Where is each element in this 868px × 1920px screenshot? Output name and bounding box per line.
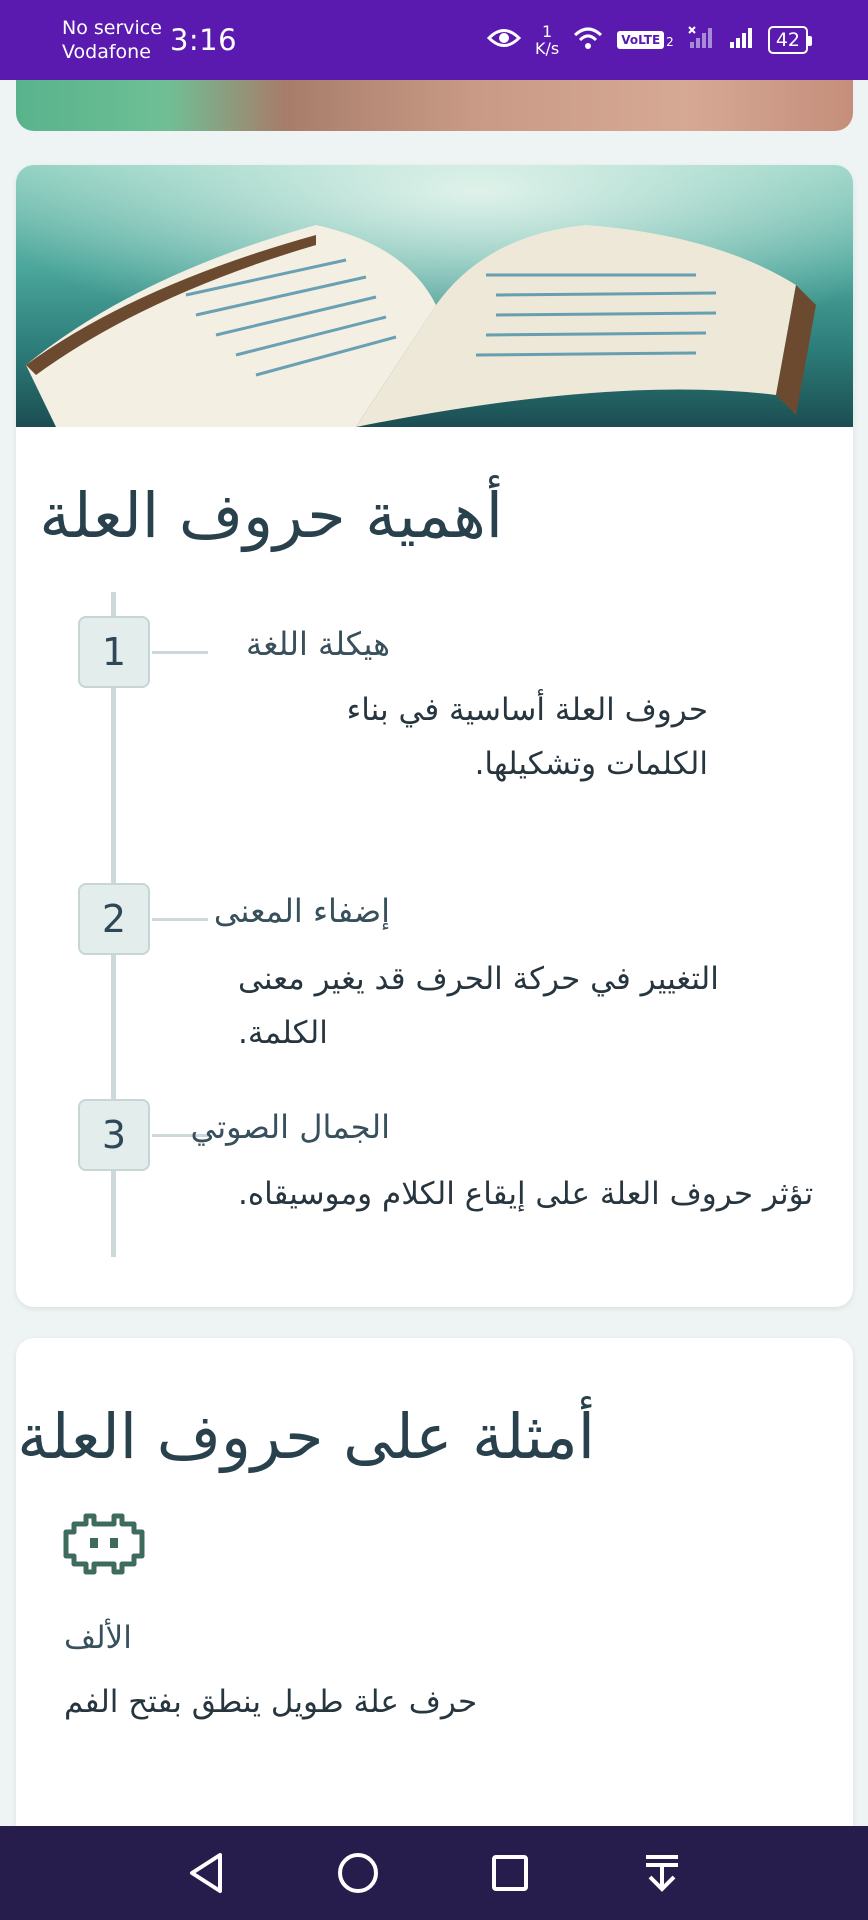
- carrier-info: [62, 16, 237, 64]
- home-icon[interactable]: [331, 1846, 385, 1900]
- step-number-1: 1: [78, 616, 150, 688]
- net-speed-unit: K/s: [535, 39, 560, 58]
- notifications-pull-icon[interactable]: [635, 1846, 689, 1900]
- examples-title: أمثلة على حروف العلة: [17, 1400, 595, 1473]
- net-speed-value: 1: [542, 22, 553, 41]
- navigation-bar: [0, 1826, 868, 1920]
- net-speed: [535, 23, 559, 57]
- status-icons: [487, 23, 808, 57]
- signal-sim1-icon: [728, 26, 754, 54]
- signal-sim2-icon: [688, 26, 714, 54]
- step-description-3: تؤثر حروف العلة على إيقاع الكلام وموسيقاه.: [238, 1176, 814, 1212]
- volte-sim: 2: [666, 35, 674, 49]
- step-connector-2: [152, 918, 208, 921]
- game-sprite-icon: [62, 1510, 146, 1578]
- carrier-lines: [62, 16, 162, 64]
- recents-icon[interactable]: [483, 1846, 537, 1900]
- open-book-image: [16, 165, 853, 427]
- eye-icon: [487, 27, 521, 53]
- importance-title: أهمية حروف العلة: [39, 479, 503, 552]
- step-description-1: حروف العلة أساسية في بناء الكلمات وتشكيلها.: [346, 692, 708, 782]
- battery-icon: 42: [768, 26, 808, 54]
- step-title-3: الجمال الصوتي: [190, 1108, 390, 1146]
- carrier-line-1: No service: [62, 17, 162, 39]
- carrier-line-2: Vodafone: [62, 41, 151, 63]
- example-item-description: حرف علة طويل ينطق بفتح الفم: [64, 1684, 478, 1720]
- back-icon[interactable]: [179, 1846, 233, 1900]
- importance-card: [16, 165, 853, 1307]
- status-bar: [0, 0, 868, 80]
- step-number-3: 3: [78, 1099, 150, 1171]
- example-item-title: الألف: [64, 1620, 132, 1656]
- step-title-2: إضفاء المعنى: [213, 892, 390, 930]
- step-description-2: التغيير في حركة الحرف قد يغير معنى الكلمة.: [238, 961, 719, 1051]
- volte-indicator: [617, 31, 674, 49]
- clock: 3:16: [169, 23, 238, 57]
- wifi-icon: [573, 26, 603, 54]
- previous-card-image: [16, 80, 853, 131]
- volte-badge: VoLTE: [617, 31, 664, 49]
- step-title-1: هيكلة اللغة: [246, 625, 390, 663]
- step-number-2: 2: [78, 883, 150, 955]
- step-connector-1: [152, 651, 208, 654]
